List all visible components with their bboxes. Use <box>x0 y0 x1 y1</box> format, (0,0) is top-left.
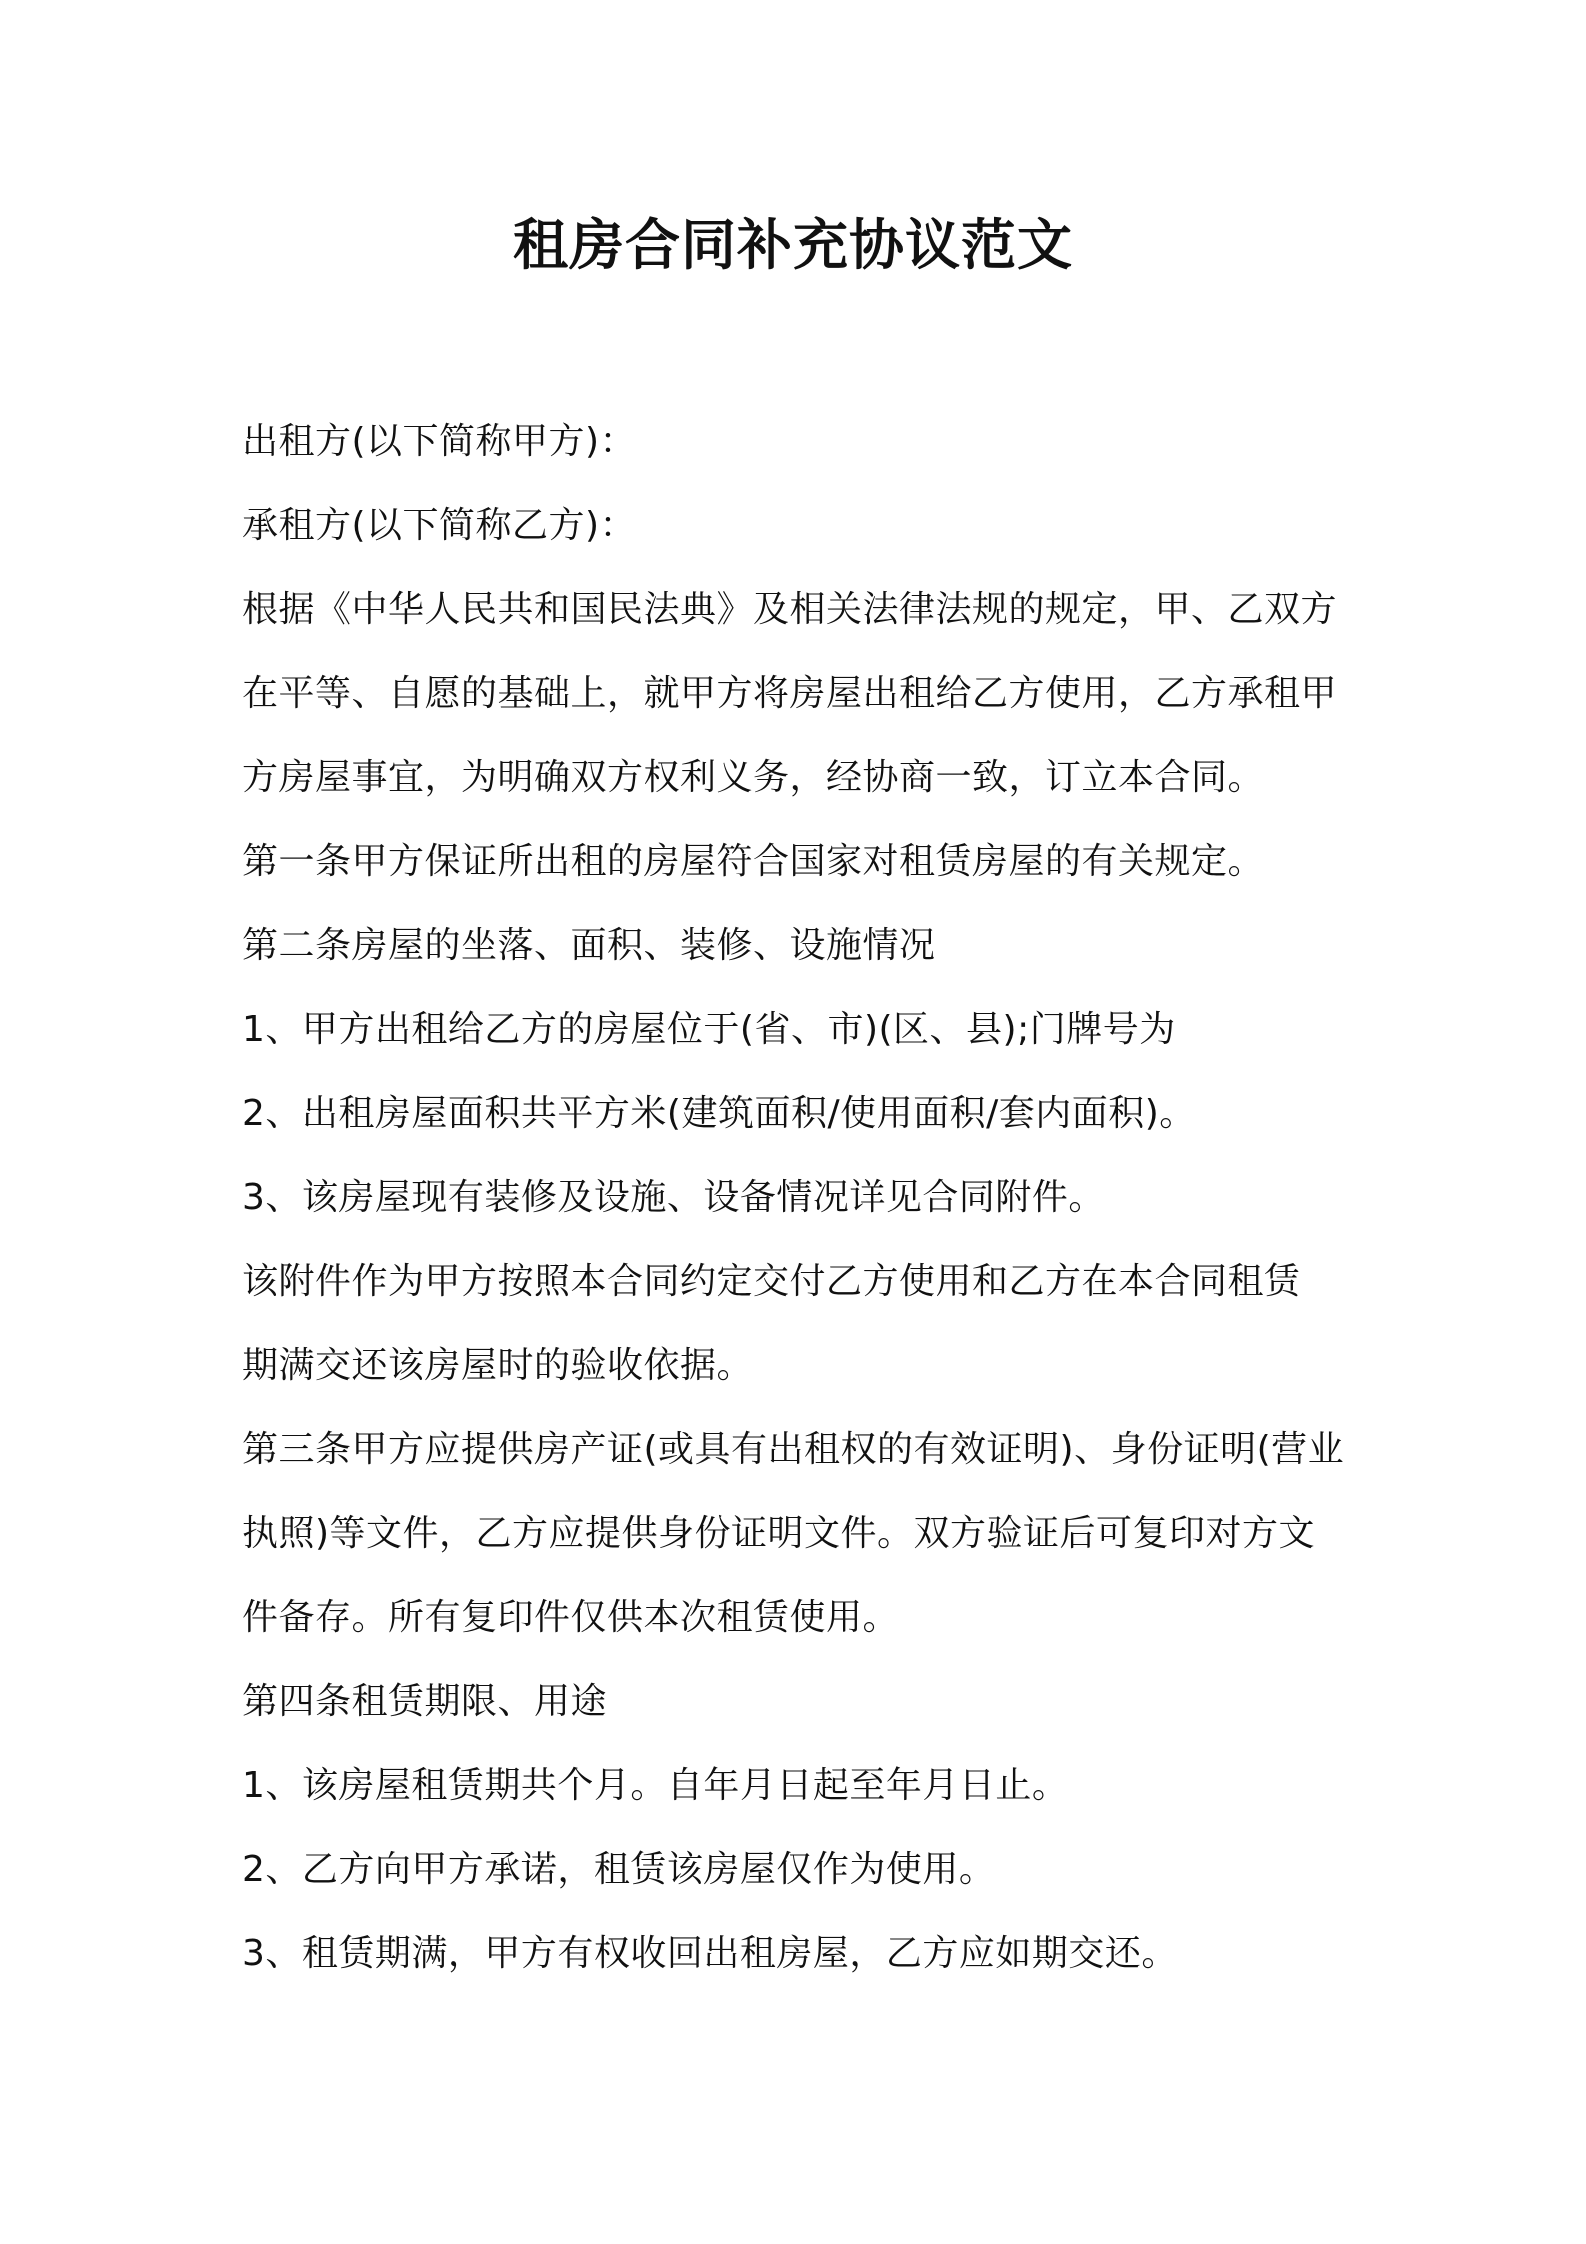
text-line: 方房屋事宜，为明确双方权利义务，经协商一致，订立本合同。 <box>242 757 1265 798</box>
text-line: 1、甲方出租给乙方的房屋位于(省、市)(区、县);门牌号为 <box>242 1009 1176 1050</box>
text-line: 出租方(以下简称甲方)： <box>242 421 637 462</box>
text-line: 根据《中华人民共和国民法典》及相关法律法规的规定，甲、乙双方 <box>242 589 1338 630</box>
text-line: 2、出租房屋面积共平方米(建筑面积/使用面积/套内面积)。 <box>242 1093 1196 1134</box>
text-line: 3、租赁期满，甲方有权收回出租房屋，乙方应如期交还。 <box>242 1933 1178 1974</box>
text-line: 2、乙方向甲方承诺，租赁该房屋仅作为使用。 <box>242 1849 996 1890</box>
text-line: 该附件作为甲方按照本合同约定交付乙方使用和乙方在本合同租赁 <box>242 1261 1301 1302</box>
document-body <box>242 400 1352 1996</box>
text-line: 1、该房屋租赁期共个月。自年月日起至年月日止。 <box>242 1765 1069 1806</box>
text-line: 承租方(以下简称乙方)： <box>242 505 637 546</box>
text-line: 期满交还该房屋时的验收依据。 <box>242 1345 754 1386</box>
text-line: 在平等、自愿的基础上，就甲方将房屋出租给乙方使用，乙方承租甲 <box>242 673 1338 714</box>
text-line: 第一条甲方保证所出租的房屋符合国家对租赁房屋的有关规定。 <box>242 841 1265 882</box>
text-line: 3、该房屋现有装修及设施、设备情况详见合同附件。 <box>242 1177 1105 1218</box>
text-line: 第二条房屋的坐落、面积、装修、设施情况 <box>242 925 936 966</box>
text-line: 第三条甲方应提供房产证(或具有出租权的有效证明)、身份证明(营业 <box>242 1429 1345 1470</box>
document-title: 租房合同补充协议范文 <box>512 213 1073 277</box>
text-line: 第四条租赁期限、用途 <box>242 1681 608 1722</box>
text-line: 件备存。所有复印件仅供本次租赁使用。 <box>242 1597 900 1638</box>
text-line: 执照)等文件，乙方应提供身份证明文件。双方验证后可复印对方文 <box>242 1513 1316 1554</box>
